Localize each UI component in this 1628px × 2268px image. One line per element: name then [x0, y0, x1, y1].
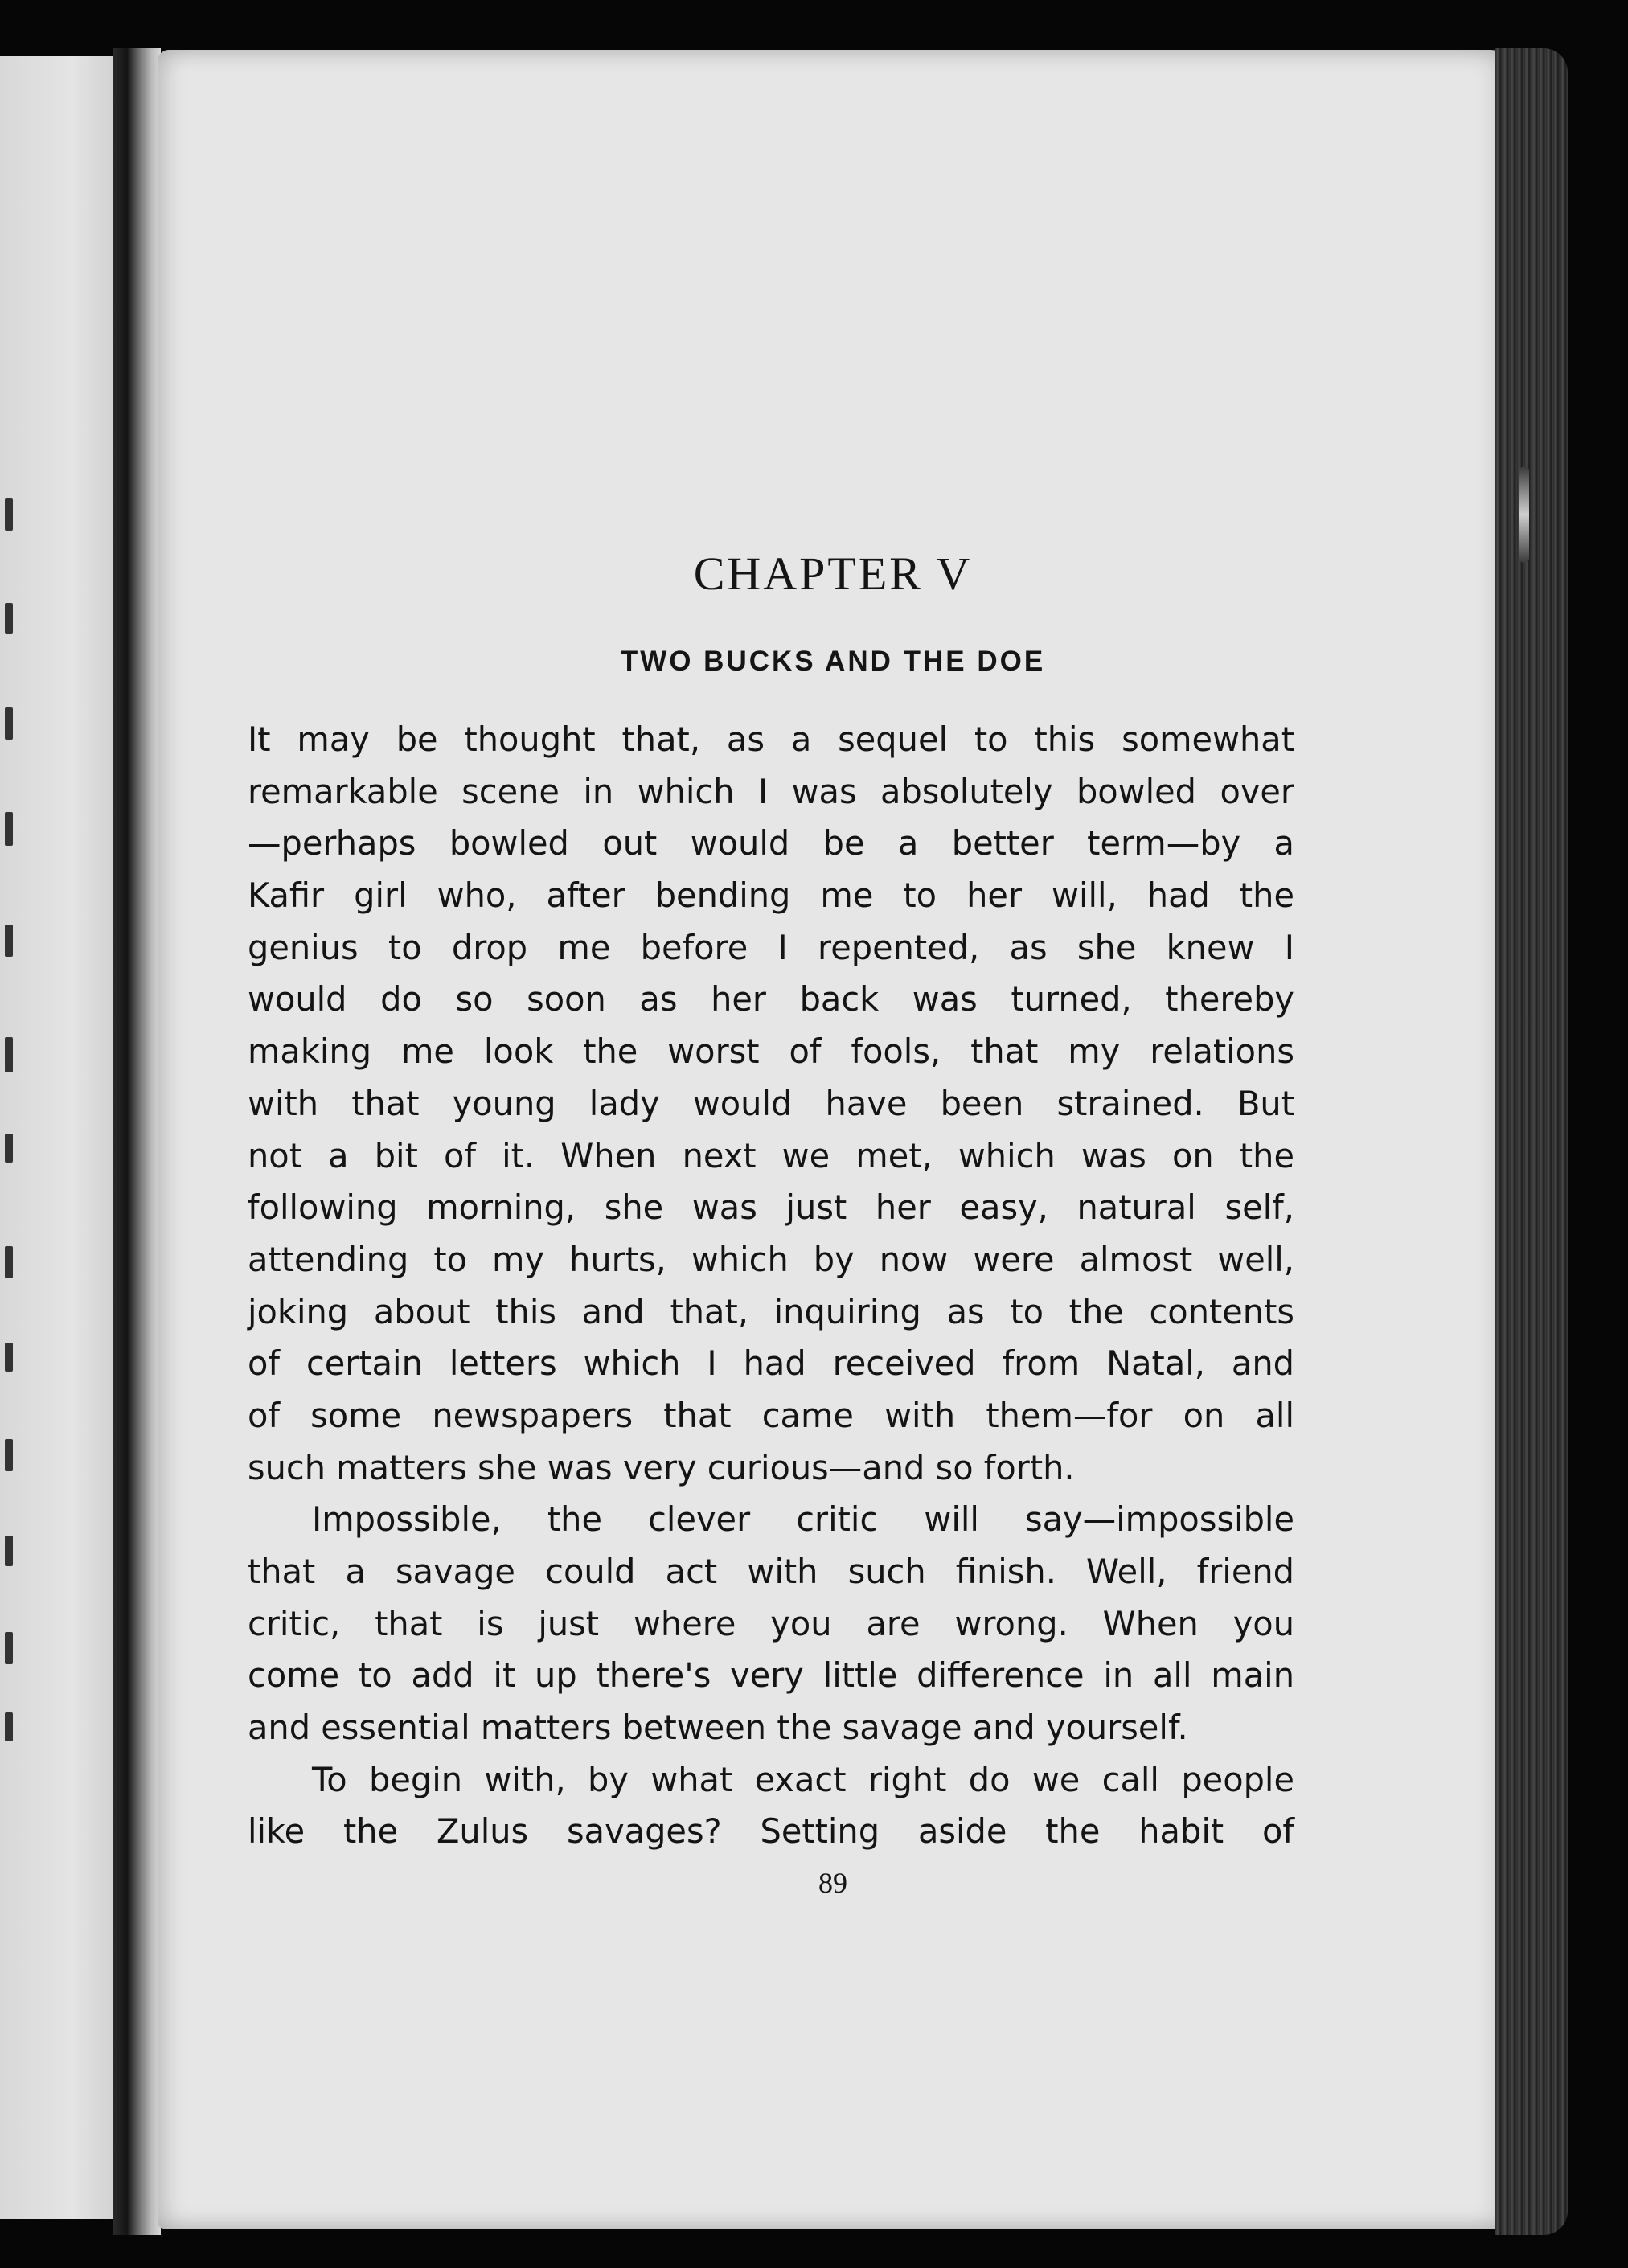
- edge-highlight: [1519, 466, 1529, 563]
- left-facing-page-edge: [0, 56, 121, 2219]
- text-line: with that young lady would have been strained. But: [248, 1083, 1294, 1123]
- text-line: such matters she was very curious—and so forth.: [248, 1447, 1075, 1487]
- text-line: It may be thought that, as a sequel to this somewhat: [248, 720, 1294, 759]
- text-line: —perhaps bowled out would be a better term—by a: [248, 823, 1294, 863]
- text-line: critic, that is just where you are wrong. When you: [248, 1603, 1294, 1643]
- text-line: attending to my hurts, which by now were almost well,: [248, 1239, 1294, 1279]
- book-gutter: [113, 48, 161, 2235]
- page-stack-edge: [1495, 48, 1568, 2235]
- text-line: would do so soon as her back was turned, thereby: [248, 979, 1294, 1019]
- text-line: genius to drop me before I repented, as she knew I: [248, 927, 1294, 967]
- text-line: not a bit of it. When next we met, which was on the: [248, 1135, 1294, 1175]
- text-line: joking about this and that, inquiring as to the contents: [248, 1291, 1294, 1331]
- text-line: of certain letters which I had received from Natal, and: [248, 1343, 1294, 1384]
- text-line: Impossible, the clever critic will say—impossible: [312, 1499, 1294, 1540]
- text-line: making me look the worst of fools, that my relations: [248, 1031, 1294, 1072]
- text-line: Kafir girl who, after bending me to her will, had the: [248, 876, 1294, 916]
- body-text: [248, 714, 1294, 1858]
- chapter-title: CHAPTER V: [693, 548, 973, 600]
- chapter-subtitle: TWO BUCKS AND THE DOE: [620, 646, 1046, 677]
- text-line: that a savage could act with such finish. Well, friend: [248, 1552, 1294, 1591]
- text-line: remarkable scene in which I was absolutely bowled over: [248, 771, 1294, 811]
- text-line: To begin with, by what exact right do we call people: [312, 1759, 1294, 1799]
- text-line: come to add it up there's very little difference in all main: [248, 1655, 1294, 1696]
- bleed-through-marks: [0, 474, 24, 1761]
- text-line: like the Zulus savages? Setting aside the habit of: [248, 1811, 1294, 1852]
- page-number: 89: [818, 1867, 847, 1899]
- text-line: and essential matters between the savage and yourself.: [248, 1708, 1188, 1748]
- text-line: of some newspapers that came with them—for on all: [248, 1395, 1294, 1435]
- text-line: following morning, she was just her easy, natural self,: [248, 1187, 1294, 1228]
